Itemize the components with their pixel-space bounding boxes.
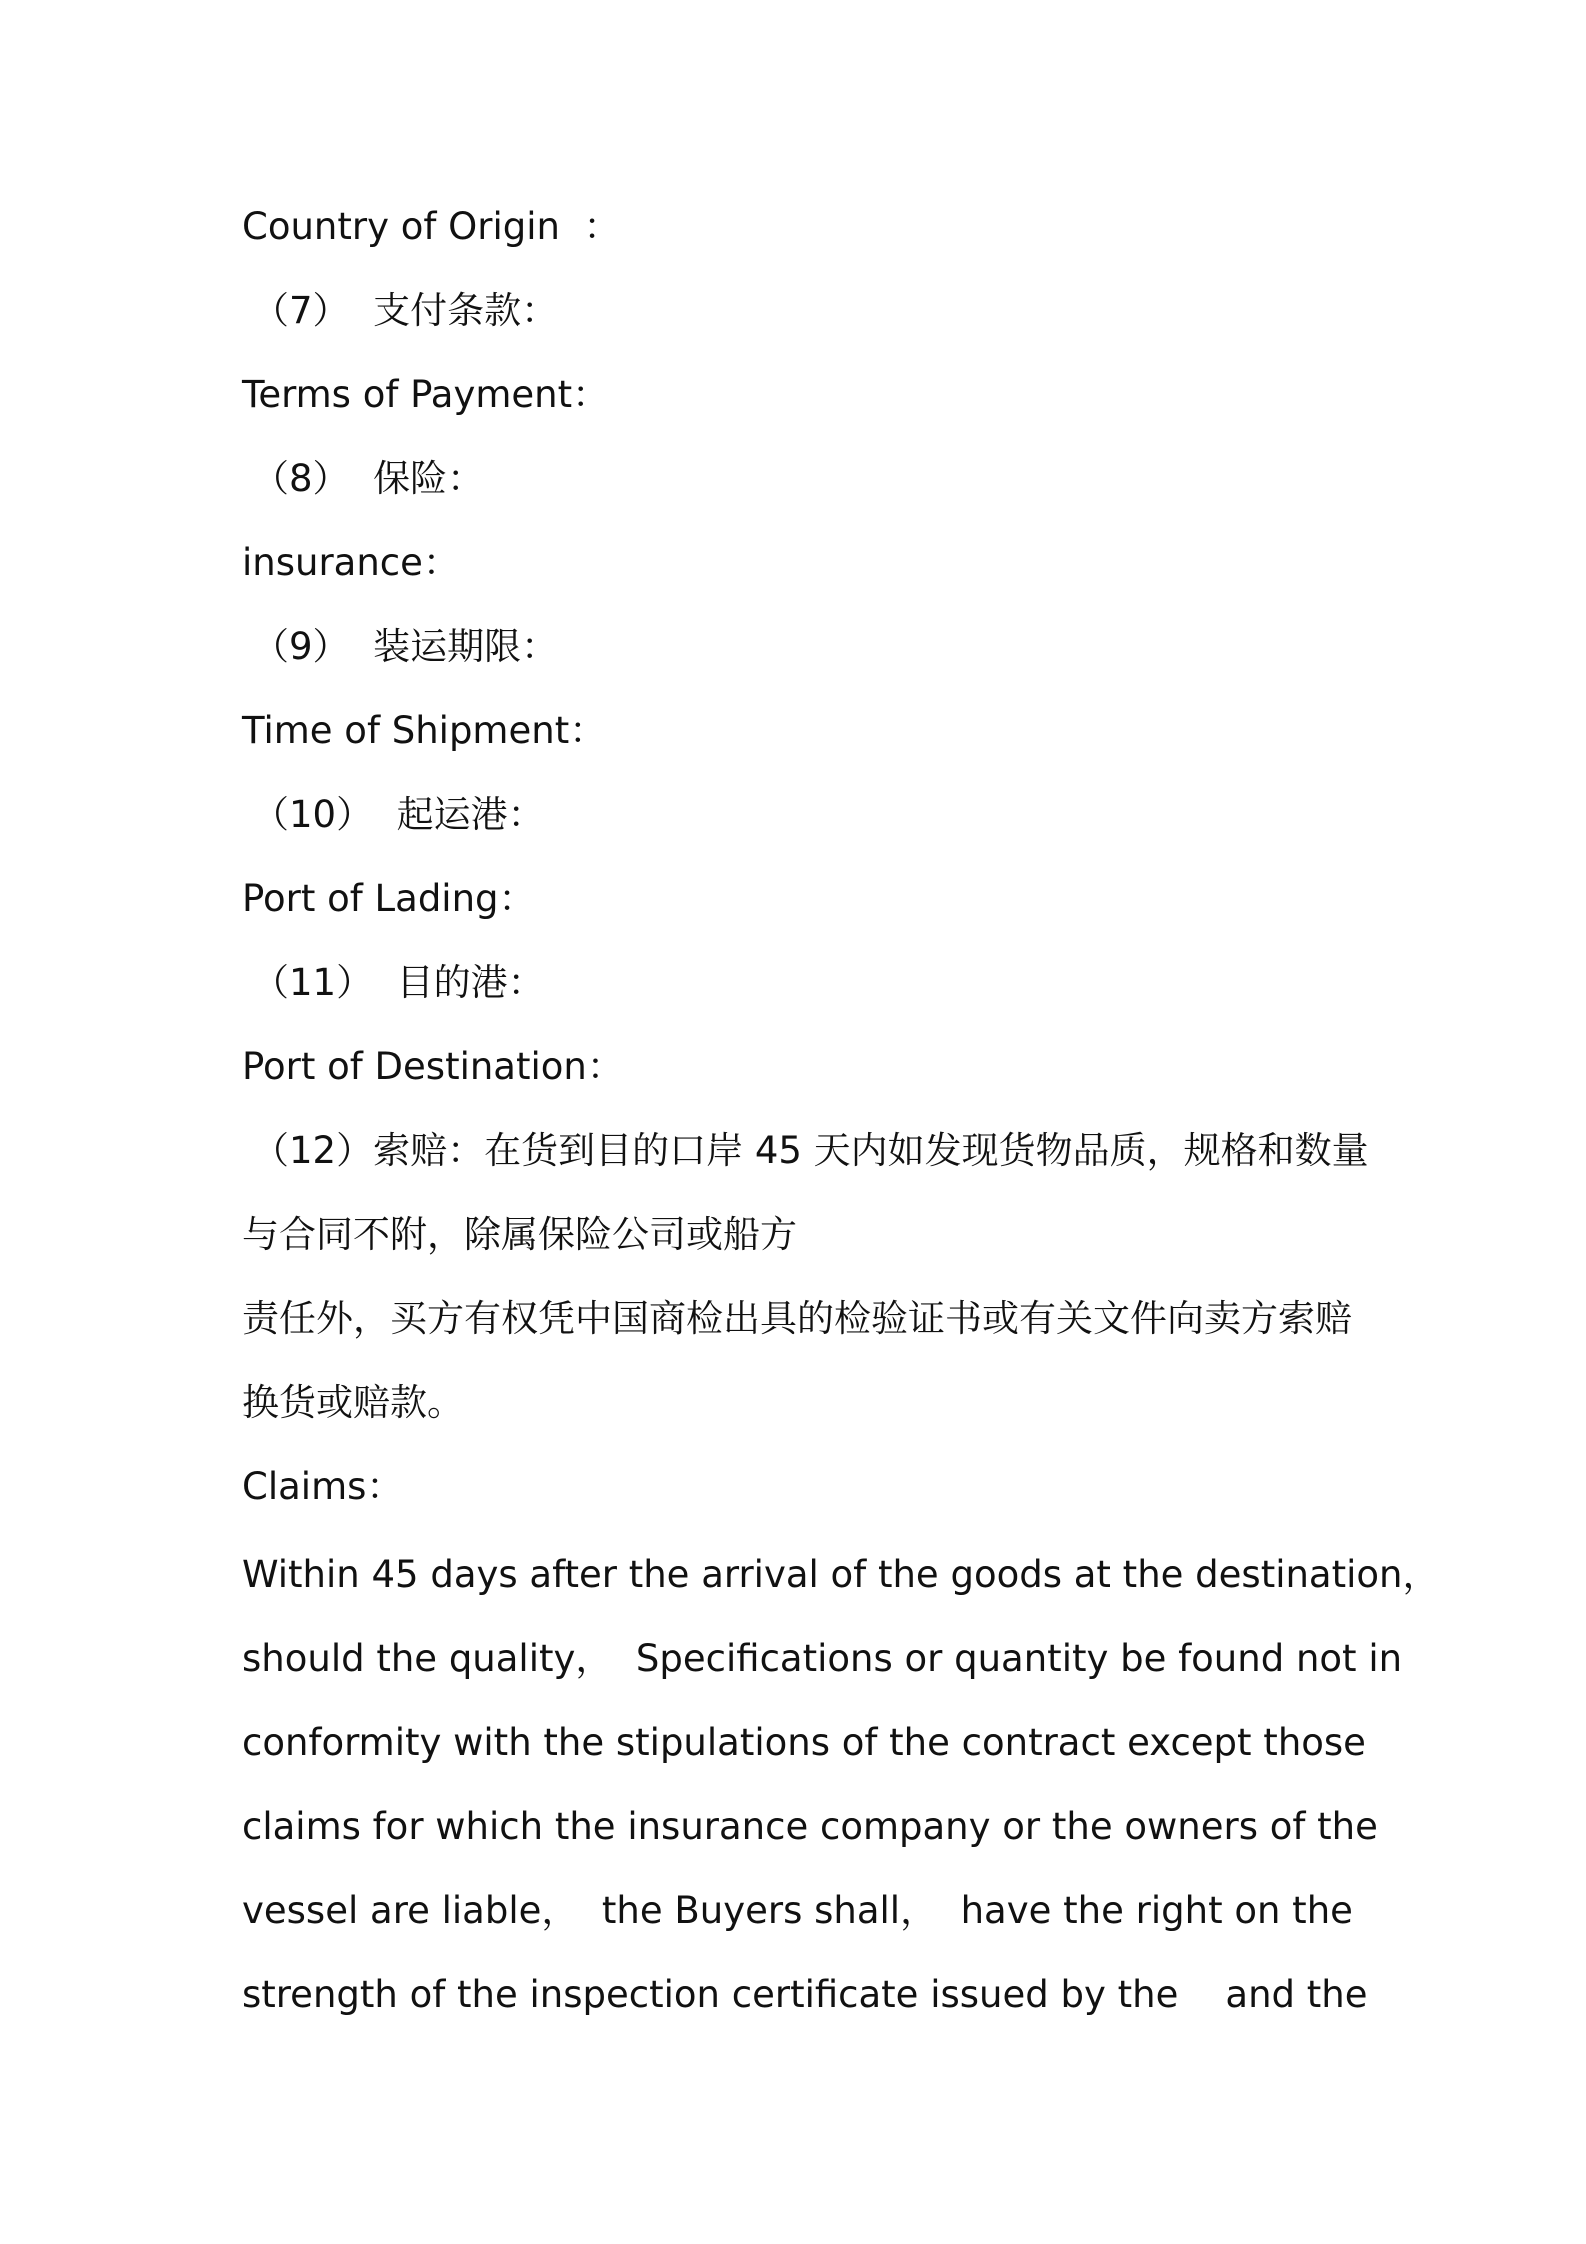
claims-clause-english-line-4: claims for which the insurance company or the owners of the — [242, 1805, 1378, 1848]
claims-clause-chinese-line-2: 与合同不附，除属保险公司或船方 — [242, 1213, 797, 1256]
port-of-destination-label: Port of Destination： — [242, 1045, 624, 1088]
claims-clause-english-line-1: Within 45 days after the arrival of the goods at the destination， — [242, 1553, 1440, 1596]
claims-clause-chinese-line-4: 换货或赔款。 — [242, 1381, 464, 1424]
claims-clause-chinese-line-1: （12）索赔：在货到目的口岸 45 天内如发现货物品质，规格和数量 — [252, 1129, 1369, 1172]
shipment-time-heading: （9） 装运期限： — [252, 625, 559, 668]
claims-clause-chinese-line-3: 责任外，买方有权凭中国商检出具的检验证书或有关文件向卖方索赔 — [242, 1297, 1352, 1340]
insurance-label: insurance： — [242, 541, 460, 584]
claims-clause-english-line-6: strength of the inspection certificate issued by the and the — [242, 1973, 1368, 2016]
country-of-origin-label: Country of Origin ： — [242, 205, 621, 248]
claims-clause-english-line-3: conformity with the stipulations of the contract except those — [242, 1721, 1366, 1764]
claims-label: Claims： — [242, 1465, 404, 1508]
port-of-lading-label: Port of Lading： — [242, 877, 536, 920]
port-of-lading-heading: （10） 起运港： — [252, 793, 545, 836]
terms-of-payment-label: Terms of Payment： — [242, 373, 610, 416]
insurance-heading: （8） 保险： — [252, 457, 485, 500]
claims-clause-english-line-2: should the quality， Specifications or quantity be found not in — [242, 1637, 1403, 1680]
time-of-shipment-label: Time of Shipment： — [242, 709, 607, 752]
payment-terms-heading: （7） 支付条款： — [252, 289, 559, 332]
destination-port-heading: （11） 目的港： — [252, 961, 545, 1004]
claims-clause-english-line-5: vessel are liable， the Buyers shall， have the right on the — [242, 1889, 1353, 1932]
